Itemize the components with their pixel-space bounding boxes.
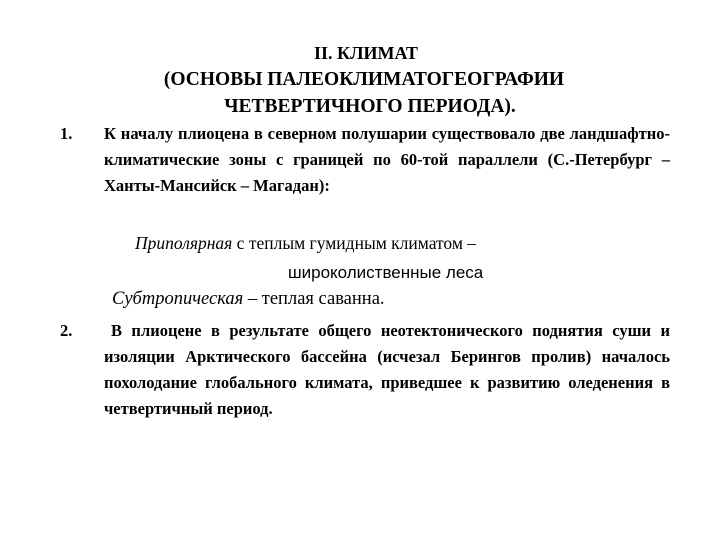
zone-subtropic xyxy=(112,286,385,312)
item-number-1: 1. xyxy=(60,124,73,143)
title-line-2: (ОСНОВЫ ПАЛЕОКЛИМАТОГЕОГРАФИИ xyxy=(163,69,565,90)
zone-polar-name: Приполярная xyxy=(135,233,233,253)
item-text-1: К началу плиоцена в северном полушарии существовало две ландшафтно-климатические зоны с границей по 60-той параллели (С.-Петербург – Ханты-Мансийск – Магадан): xyxy=(104,124,670,195)
zone-polar-desc: с теплым гумидным климатом – xyxy=(232,233,477,253)
zone-subtropic-name: Субтропическая xyxy=(112,289,244,309)
title-line-3: ЧЕТВЕРТИЧНОГО ПЕРИОДА). xyxy=(224,96,516,117)
zone-subtropic-desc: – теплая саванна. xyxy=(243,289,385,309)
title-line-1: II. КЛИМАТ xyxy=(314,43,418,63)
zone-polar xyxy=(135,230,476,256)
item-text-2: В плиоцене в результате общего неотектонического поднятия суши и изоляции Арктического бассейна (исчезал Берингов пролив) началось похолодание глобального климата, приведшее к развитию оледенения в четвертичный период. xyxy=(104,321,670,418)
zone-polar-desc-2: широколиственные леса xyxy=(288,263,484,282)
item-number-2: 2. xyxy=(60,321,73,340)
